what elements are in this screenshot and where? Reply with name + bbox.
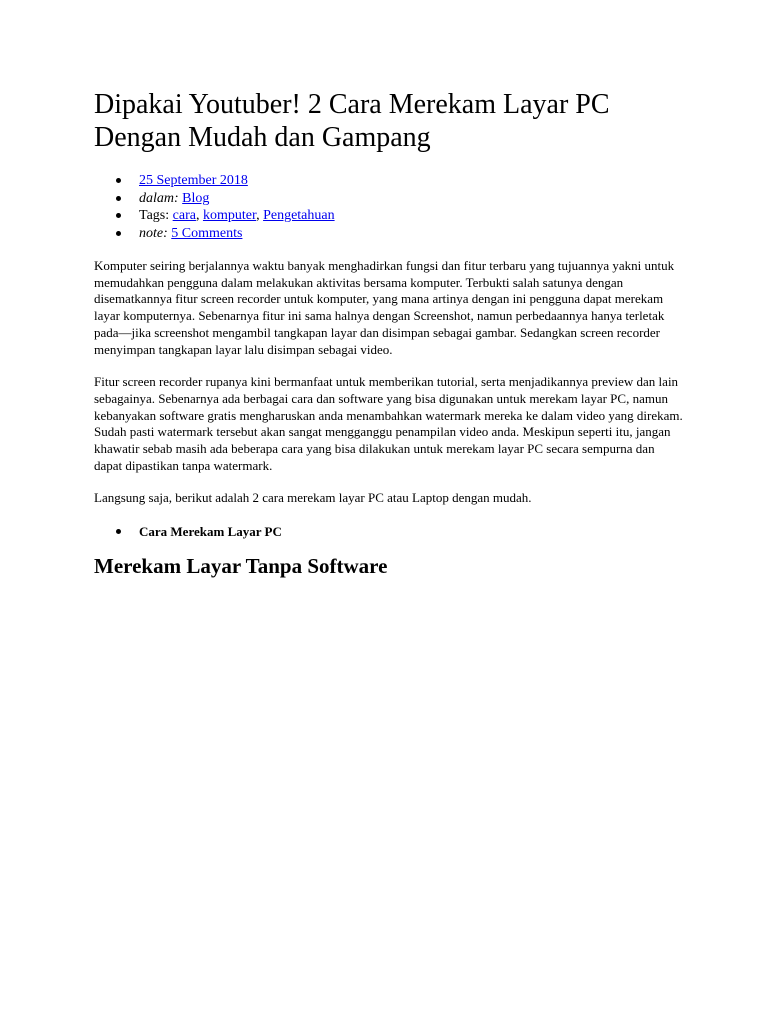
tags-label: Tags: bbox=[139, 208, 170, 223]
tag-separator: , bbox=[195, 208, 203, 223]
note-label: note: bbox=[139, 225, 168, 241]
tag-link-komputer[interactable]: komputer bbox=[202, 208, 257, 223]
paragraph-details: Fitur screen recorder rupanya kini bermanfaat untuk memberikan tutorial, serta menjadikannya preview dan lain sebagainya. Sebenarnya ada berbagai cara dan software yang bisa digunakan untuk merekam layar PC, namun kebanyakan software gratis mengharuskan anda menambahkan watermark mereka ke dalam video yang direkam. Sudah pasti watermark tersebut akan sangat mengganggu penampilan video anda. Meskipun seperti itu, jangan khawatir sebab masih ada beberapa cara yang bisa dilakukan untuk merekam layar PC secara sempurna dan dapat dipastikan tanpa watermark. bbox=[94, 374, 683, 473]
comments-link[interactable]: 5 Comments bbox=[171, 225, 243, 241]
section-list bbox=[94, 523, 684, 540]
paragraph-lead-in: Langsung saja, berikut adalah 2 cara merekam layar PC atau Laptop dengan mudah. bbox=[94, 490, 532, 506]
meta-item-category bbox=[139, 190, 684, 208]
article-meta-list bbox=[94, 172, 684, 242]
section-list-item: Cara Merekam Layar PC bbox=[139, 523, 684, 540]
paragraph-intro: Komputer seiring berjalannya waktu banyak menghadirkan fungsi dan fitur terbaru yang tujuannya yakni untuk memudahkan pengguna dalam melakukan aktivitas bersama komputer. Terbukti salah satunya dengan disematkannya fitur screen recorder untuk komputer, yang mana artinya dengan ini pengguna dapat merekam layar komputernya. Sebenarnya fitur ini sama halnya dengan Screenshot, namun perbedaannya hanya terletak pada—jika screenshot mengambil tangkapan layar dan disimpan sebagai gambar. Sedangkan screen recorder menyimpan tangkapan layar lalu disimpan sebagai video. bbox=[94, 258, 675, 357]
date-link[interactable]: 25 September 2018 bbox=[139, 173, 248, 188]
meta-item-comments bbox=[139, 225, 684, 243]
meta-item-tags bbox=[139, 207, 684, 225]
article-content bbox=[94, 88, 684, 579]
meta-item-date bbox=[139, 172, 684, 190]
category-label: dalam: bbox=[139, 190, 179, 206]
tag-link-pengetahuan[interactable]: Pengetahuan bbox=[263, 208, 335, 223]
tag-link-cara[interactable]: cara bbox=[172, 208, 196, 223]
tag-separator: , bbox=[256, 208, 264, 223]
section-heading: Merekam Layar Tanpa Software bbox=[94, 554, 388, 579]
category-link[interactable]: Blog bbox=[182, 190, 210, 206]
article-title: Dipakai Youtuber! 2 Cara Merekam Layar PC Dengan Mudah dan Gampang bbox=[94, 89, 610, 153]
